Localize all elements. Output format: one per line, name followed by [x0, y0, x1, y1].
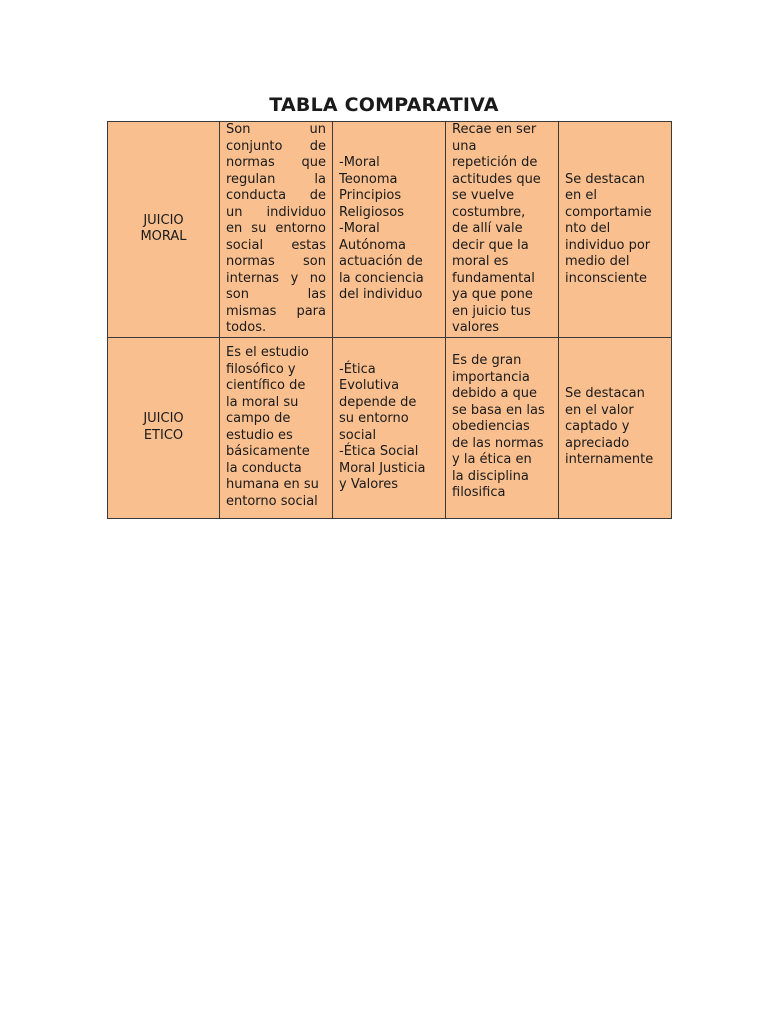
cell-expression: Se destacan en el valor captado y apreciado internamente: [559, 337, 672, 518]
row-header-juicio-moral: JUICIO MORAL: [108, 122, 220, 338]
table-row: [108, 122, 672, 338]
table-row: [108, 337, 672, 518]
cell-definition: Es el estudio filosófico y científico de la moral su campo de estudio es básicamente la conducta humana en su entorno social: [220, 337, 333, 518]
cell-definition: Son un conjunto de normas que regulan la conducta de un individuo en su entorno social estas normas son internas y no son las mismas para todos.: [220, 122, 333, 338]
cell-types: -Ética Evolutiva depende de su entorno social -Ética Social Moral Justicia y Valores: [333, 337, 446, 518]
cell-importance: Es de gran importancia debido a que se basa en las obediencias de las normas y la ética en la disciplina filosifica: [446, 337, 559, 518]
cell-importance: Recae en ser una repetición de actitudes que se vuelve costumbre, de allí vale decir que la moral es fundamental ya que pone en juicio tus valores: [446, 122, 559, 338]
cell-expression: Se destacan en el comportamie nto del individuo por medio del inconsciente: [559, 122, 672, 338]
row-header-juicio-etico: JUICIO ETICO: [108, 337, 220, 518]
cell-types: -Moral Teonoma Principios Religiosos -Moral Autónoma actuación de la conciencia del individuo: [333, 122, 446, 338]
comparison-table: [107, 121, 672, 519]
document-title: TABLA COMPARATIVA: [269, 94, 499, 116]
